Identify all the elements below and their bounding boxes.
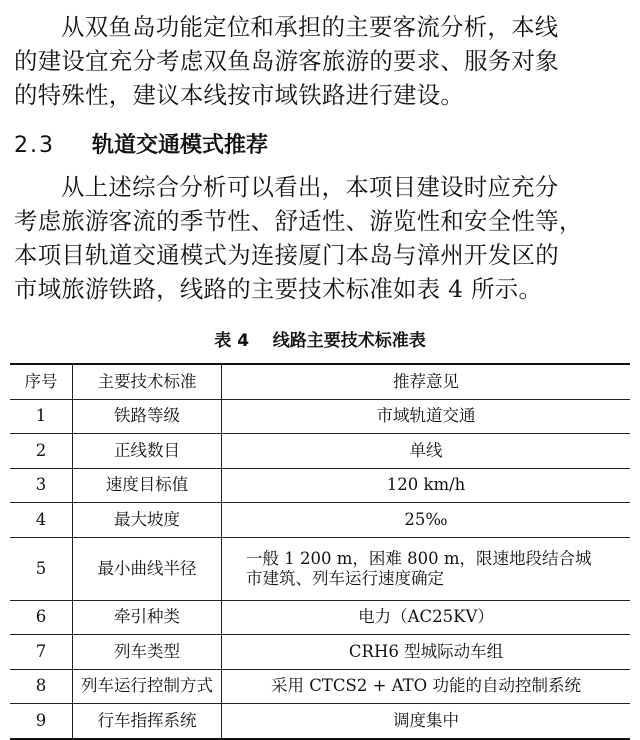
table-cell: 铁路等级	[73, 399, 222, 434]
table-caption: 表 4 线路主要技术标准表	[214, 331, 426, 351]
table-cell: 列车类型	[73, 635, 222, 670]
table-row	[10, 635, 630, 670]
table-header-row	[10, 364, 630, 399]
header-cell: 推荐意见	[222, 364, 631, 399]
paragraph-line: 本项目轨道交通模式为连接厦门本岛与漳州开发区的	[14, 241, 559, 269]
paragraph-2	[14, 170, 630, 306]
table-row	[10, 704, 630, 739]
paragraph-line: 市域旅游铁路，线路的主要技术标准如表 4 所示。	[14, 275, 543, 303]
table-cell: 采用 CTCS2 + ATO 功能的自动控制系统	[222, 669, 631, 704]
table-cell: 行车指挥系统	[73, 704, 222, 739]
header-cell: 序号	[10, 364, 73, 399]
table-cell: 8	[10, 669, 73, 704]
table-cell: CRH6 型城际动车组	[222, 635, 631, 670]
table-cell: 1	[10, 399, 73, 434]
table-cell-text: 一般 1 200 m，困难 800 m，限速地段结合城市建筑、列车运行速度确定	[246, 548, 592, 588]
section-title: 轨道交通模式推荐	[92, 133, 269, 158]
paragraph-line: 的特殊性，建议本线按市域铁路进行建设。	[14, 81, 465, 109]
table-cell: 速度目标值	[73, 468, 222, 503]
table-cell: 列车运行控制方式	[73, 669, 222, 704]
paragraph-line: 的建设宜充分考虑双鱼岛游客旅游的要求、服务对象	[14, 47, 559, 75]
table-cell: 市域轨道交通	[222, 399, 631, 434]
table-cell: 9	[10, 704, 73, 739]
table-cell: 3	[10, 468, 73, 503]
section-heading	[14, 128, 268, 159]
table-cell: 电力（AC25KV）	[222, 600, 631, 635]
table-cell	[222, 537, 631, 600]
table-cell: 25‰	[222, 503, 631, 538]
table-cell: 牵引种类	[73, 600, 222, 635]
paragraph-line: 从上述综合分析可以看出，本项目建设时应充分	[61, 173, 559, 201]
table-cell: 6	[10, 600, 73, 635]
header-cell: 主要技术标准	[73, 364, 222, 399]
section-number: 2.3	[14, 133, 55, 158]
table-cell: 4	[10, 503, 73, 538]
table-row	[10, 468, 630, 503]
paragraph-line: 考虑旅游客流的季节性、舒适性、游览性和安全性等，	[14, 207, 583, 235]
technical-standards-table	[10, 363, 630, 740]
table-row	[10, 399, 630, 434]
paragraph-1	[14, 10, 630, 112]
table-cell: 正线数目	[73, 434, 222, 469]
table-row	[10, 503, 630, 538]
table-cell: 5	[10, 537, 73, 600]
table-cell: 2	[10, 434, 73, 469]
table-cell: 单线	[222, 434, 631, 469]
table-row	[10, 669, 630, 704]
table-row	[10, 537, 630, 600]
table-row	[10, 600, 630, 635]
table-cell: 7	[10, 635, 73, 670]
table-cell: 120 km/h	[222, 468, 631, 503]
table-row	[10, 434, 630, 469]
paragraph-line: 从双鱼岛功能定位和承担的主要客流分析，本线	[61, 13, 559, 41]
table-cell: 调度集中	[222, 704, 631, 739]
table-cell: 最小曲线半径	[73, 537, 222, 600]
table-cell: 最大坡度	[73, 503, 222, 538]
